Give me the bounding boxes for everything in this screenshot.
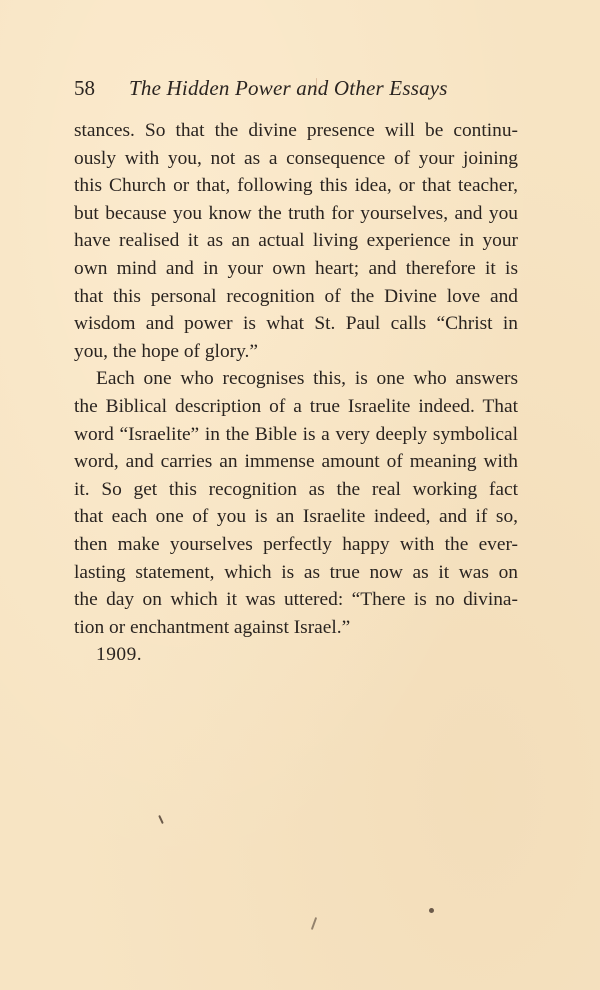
paper-speck bbox=[316, 78, 317, 92]
paragraph-2 bbox=[74, 365, 518, 641]
text-line: the Biblical description of a true Israelite indeed. That bbox=[74, 395, 518, 417]
text-line: then make yourselves perfectly happy with the ever- bbox=[74, 533, 518, 555]
paper-speck bbox=[158, 815, 164, 824]
page-number: 58 bbox=[74, 76, 95, 100]
text-line: word “Israelite” in the Bible is a very deeply symbolical bbox=[74, 423, 518, 445]
text-line: but because you know the truth for yourselves, and you bbox=[74, 202, 518, 224]
text-line: have realised it as an actual living experience in your bbox=[74, 230, 518, 252]
text-line: that each one of you is an Israelite indeed, and if so, bbox=[74, 506, 518, 528]
text-line: that this personal recognition of the Divine love and bbox=[74, 285, 518, 307]
date-line: 1909. bbox=[96, 644, 143, 666]
text-line: ously with you, not as a consequence of your joining bbox=[74, 147, 518, 169]
text-line: lasting statement, which is as true now as it was on bbox=[74, 561, 518, 583]
running-title: The Hidden Power and Other Essays bbox=[129, 76, 448, 100]
text-line: own mind and in your own heart; and therefore it is bbox=[74, 257, 518, 279]
text-line: word, and carries an immense amount of meaning with bbox=[74, 451, 518, 473]
text-line: stances. So that the divine presence will be continu- bbox=[74, 120, 518, 141]
text-line: you, the hope of glory.” bbox=[74, 340, 258, 362]
page-header bbox=[74, 73, 514, 103]
text-line: wisdom and power is what St. Paul calls “Christ in bbox=[74, 313, 518, 335]
text-line: tion or enchantment against Israel.” bbox=[74, 616, 351, 638]
paragraph-1 bbox=[74, 117, 518, 365]
text-line: the day on which it was uttered: “There is no divina- bbox=[74, 589, 518, 611]
text-line: Each one who recognises this, is one who answers bbox=[96, 368, 518, 390]
text-line: this Church or that, following this idea, or that teacher, bbox=[74, 175, 518, 197]
paper-speck bbox=[429, 908, 434, 913]
paper-speck bbox=[311, 917, 317, 930]
text-line: it. So get this recognition as the real working fact bbox=[74, 478, 518, 500]
body-text bbox=[74, 117, 518, 669]
